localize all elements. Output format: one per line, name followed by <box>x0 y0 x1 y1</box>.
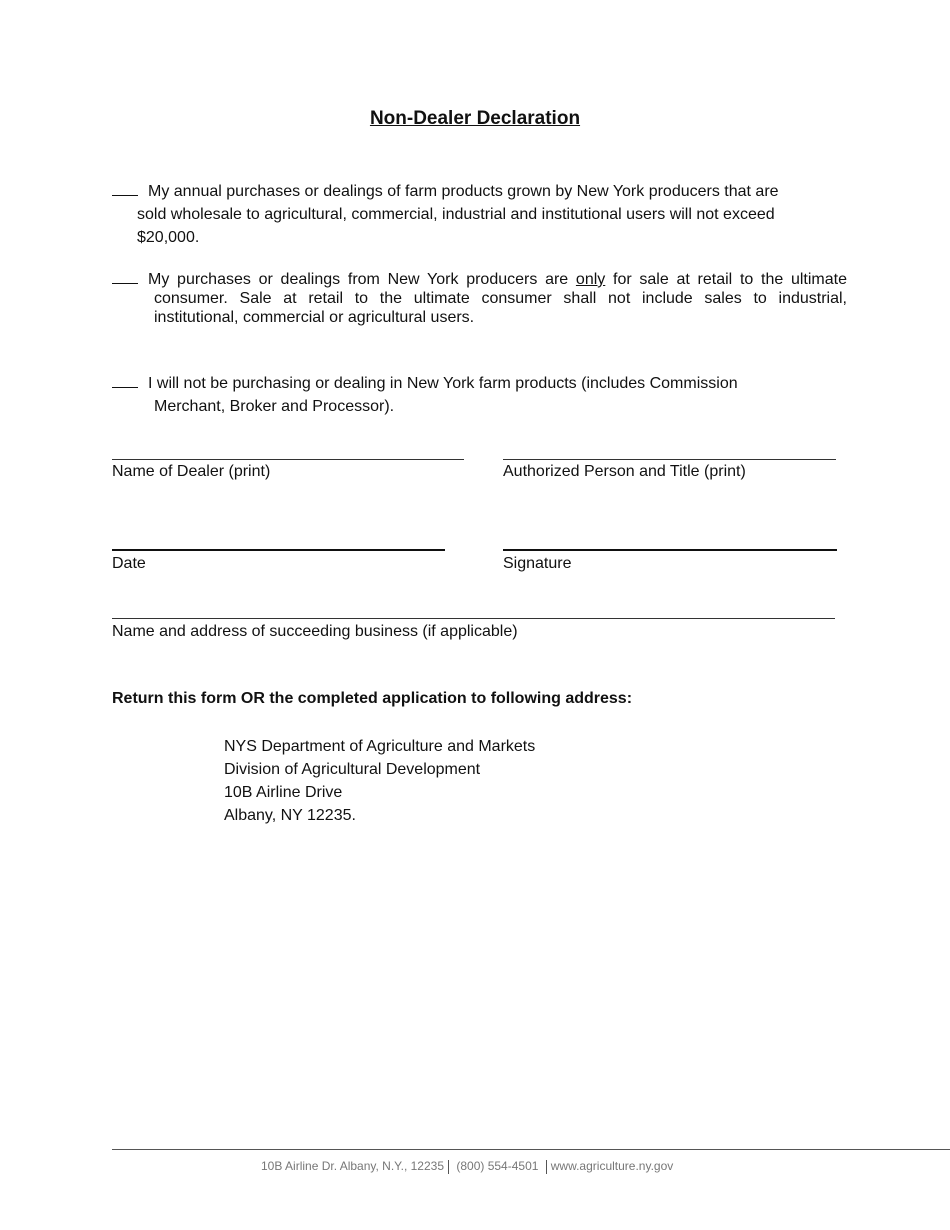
declaration-2-line-3: institutional, commercial or agricultural users. <box>154 309 475 326</box>
declaration-2-text-b: for sale at retail to the ultimate <box>605 271 848 288</box>
mailing-address <box>224 735 535 827</box>
dealer-name-label: Name of Dealer (print) <box>112 463 271 480</box>
signature-line[interactable] <box>503 549 837 551</box>
footer <box>261 1159 673 1174</box>
address-line-3: 10B Airline Drive <box>224 784 343 801</box>
declaration-1-line-1 <box>112 179 832 203</box>
checkbox-blank-1[interactable] <box>112 179 138 196</box>
return-instruction: Return this form OR the completed application to following address: <box>112 690 633 707</box>
footer-divider <box>112 1149 950 1150</box>
declaration-1-line-3: $20,000. <box>137 229 200 246</box>
authorized-person-label: Authorized Person and Title (print) <box>503 463 746 480</box>
footer-website[interactable]: www.agriculture.ny.gov <box>550 1159 674 1173</box>
page-title: Non-Dealer Declaration <box>369 108 581 129</box>
footer-address: 10B Airline Dr. Albany, N.Y., 12235 <box>261 1159 445 1173</box>
footer-separator-2 <box>546 1160 547 1174</box>
address-line-2: Division of Agricultural Development <box>224 761 481 778</box>
date-line[interactable] <box>112 549 445 551</box>
succeeding-business-line[interactable] <box>112 618 835 619</box>
footer-phone: (800) 554-4501 <box>456 1159 539 1173</box>
date-label: Date <box>112 555 146 572</box>
footer-separator-1 <box>448 1160 449 1174</box>
signature-label: Signature <box>503 555 572 572</box>
checkbox-blank-2[interactable] <box>112 267 138 284</box>
declaration-3-line-1 <box>112 371 832 395</box>
declaration-1-line-2: sold wholesale to agricultural, commercial, industrial and institutional users will not exceed <box>137 206 775 223</box>
declaration-3-text-1: I will not be purchasing or dealing in New York farm products (includes Commission <box>148 375 738 392</box>
declaration-retail-only <box>112 267 847 327</box>
declaration-no-purchasing <box>112 371 832 418</box>
succeeding-business-label: Name and address of succeeding business (if applicable) <box>112 623 518 640</box>
checkbox-blank-3[interactable] <box>112 371 138 388</box>
declaration-1-text-1: My annual purchases or dealings of farm products grown by New York producers that are <box>148 183 779 200</box>
declaration-3-line-2: Merchant, Broker and Processor). <box>154 398 395 415</box>
address-line-1: NYS Department of Agriculture and Markets <box>224 738 536 755</box>
declaration-2-underlined-only: only <box>575 271 606 288</box>
declaration-2-line-2: consumer. Sale at retail to the ultimate consumer shall not include sales to industrial, <box>154 290 847 307</box>
declaration-2-line-1 <box>112 267 847 289</box>
declaration-2-text-a: My purchases or dealings from New York producers are <box>148 271 576 288</box>
address-line-4: Albany, NY 12235. <box>224 807 356 824</box>
dealer-name-line[interactable] <box>112 459 464 460</box>
declaration-annual-limit <box>112 179 832 249</box>
authorized-person-line[interactable] <box>503 459 836 460</box>
